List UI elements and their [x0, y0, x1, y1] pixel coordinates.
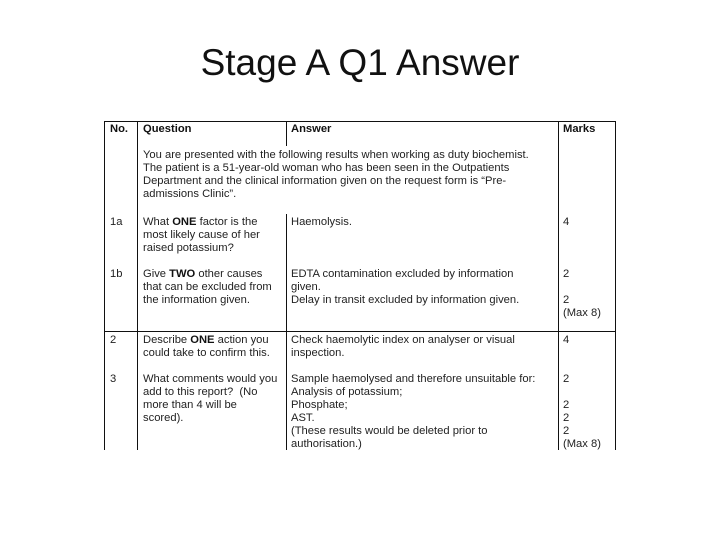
answer-text: EDTA contamination excluded by information [291, 268, 514, 280]
answer-text: Haemolysis. [291, 216, 352, 228]
marks-value: (Max 8) [563, 438, 601, 450]
col-line [558, 121, 559, 450]
question-text: Describe ONE action you [143, 334, 269, 346]
row-number: 3 [110, 373, 117, 385]
answer-text: inspection. [291, 347, 345, 359]
marks-value: 2 [563, 425, 570, 437]
intro-text: The patient is a 51-year-old woman who has been seen in the Outpatients [143, 162, 510, 174]
intro-text: You are presented with the following results when working as duty biochemist. [143, 149, 529, 161]
intro-text: Department and the clinical information given on the request form is “Pre- [143, 175, 507, 187]
header-marks: Marks [563, 123, 596, 135]
marks-value: 4 [563, 334, 570, 346]
col-line [286, 214, 287, 450]
col-line [137, 121, 138, 450]
col-line [286, 121, 287, 146]
answer-text: authorisation.) [291, 438, 362, 450]
row-number: 2 [110, 334, 117, 346]
question-text: What ONE factor is the [143, 216, 258, 228]
table-border-top [104, 121, 616, 122]
marks-value: 2 [563, 268, 570, 280]
answer-text: given. [291, 281, 321, 293]
marks-value: 2 [563, 399, 570, 411]
question-text: that can be excluded from [143, 281, 272, 293]
question-text: add to this report? (No [143, 386, 258, 398]
row-divider [104, 331, 616, 332]
header-question: Question [143, 123, 192, 135]
header-no: No. [110, 123, 129, 135]
answer-text: Phosphate; [291, 399, 348, 411]
answer-text: Sample haemolysed and therefore unsuitable for: [291, 373, 536, 385]
question-text: What comments would you [143, 373, 278, 385]
intro-text: admissions Clinic”. [143, 188, 237, 200]
slide-title: Stage A Q1 Answer [200, 42, 520, 83]
question-text: raised potassium? [143, 242, 234, 254]
question-text: scored). [143, 412, 184, 424]
header-answer: Answer [291, 123, 332, 135]
col-line [615, 121, 616, 450]
answer-text: (These results would be deleted prior to [291, 425, 488, 437]
answer-text: Analysis of potassium; [291, 386, 403, 398]
question-text: more than 4 will be [143, 399, 237, 411]
question-text: Give TWO other causes [143, 268, 263, 280]
answer-text: Check haemolytic index on analyser or visual [291, 334, 515, 346]
question-text: the information given. [143, 294, 250, 306]
row-number: 1a [110, 216, 123, 228]
answer-text: AST. [291, 412, 315, 424]
marks-value: (Max 8) [563, 307, 601, 319]
marks-value: 2 [563, 294, 570, 306]
marks-value: 2 [563, 373, 570, 385]
col-line [104, 121, 105, 450]
marks-value: 4 [563, 216, 570, 228]
row-number: 1b [110, 268, 123, 280]
question-text: most likely cause of her [143, 229, 260, 241]
marks-value: 2 [563, 412, 570, 424]
question-text: could take to confirm this. [143, 347, 270, 359]
answer-text: Delay in transit excluded by information given. [291, 294, 520, 306]
